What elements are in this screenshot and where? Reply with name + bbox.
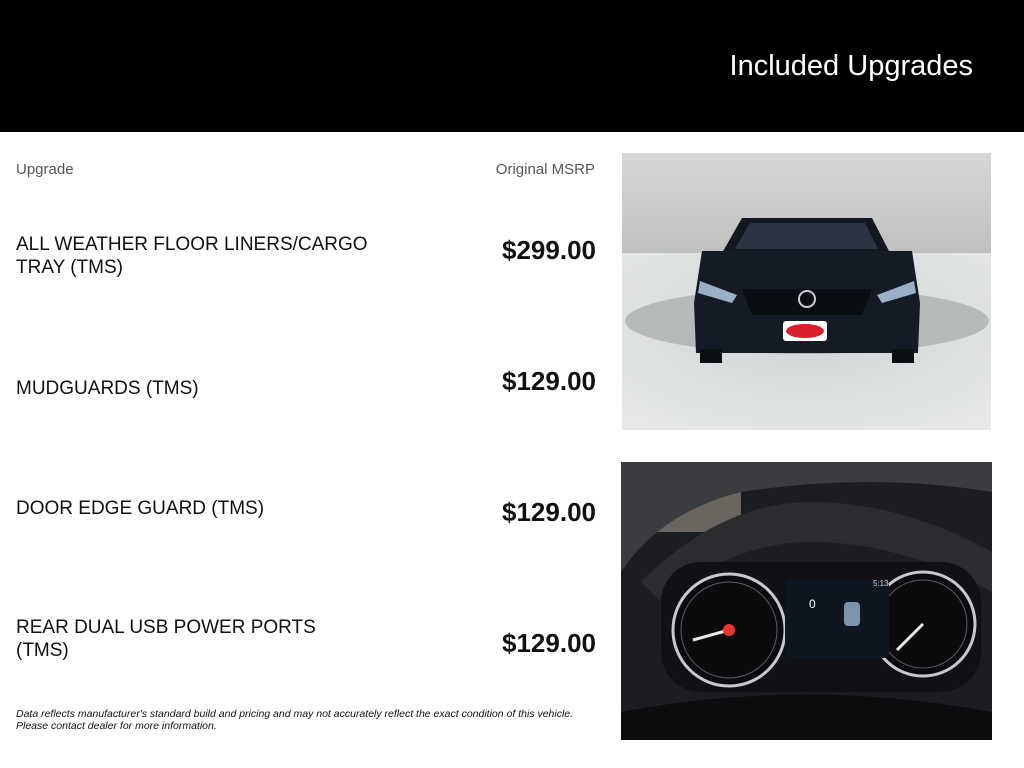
page-title: Included Upgrades	[729, 50, 973, 82]
upgrade-name: DOOR EDGE GUARD (TMS)	[16, 498, 265, 519]
column-header-msrp: Original MSRP	[495, 161, 595, 178]
vehicle-front-photo	[622, 153, 991, 430]
upgrade-price: $129.00	[502, 628, 596, 658]
upgrade-name: ALL WEATHER FLOOR LINERS/CARGO TRAY (TMS)	[16, 234, 368, 278]
dash-speed: 0	[809, 597, 816, 611]
upgrade-name: MUDGUARDS (TMS)	[16, 378, 199, 399]
upgrade-name: REAR DUAL USB POWER PORTS (TMS)	[16, 617, 316, 661]
column-header-upgrade: Upgrade	[16, 161, 74, 178]
upgrade-price: $129.00	[502, 366, 596, 396]
disclaimer-text: Data reflects manufacturer's standard build and pricing and may not accurately reflect the exact condition of this vehicle. Please contact dealer for more information.	[16, 708, 574, 732]
header-banner	[0, 0, 1024, 132]
dash-clock: 5:13	[873, 579, 889, 588]
upgrade-price: $129.00	[502, 497, 596, 527]
upgrade-price: $299.00	[502, 235, 596, 265]
dashboard-cluster-photo	[621, 462, 992, 740]
